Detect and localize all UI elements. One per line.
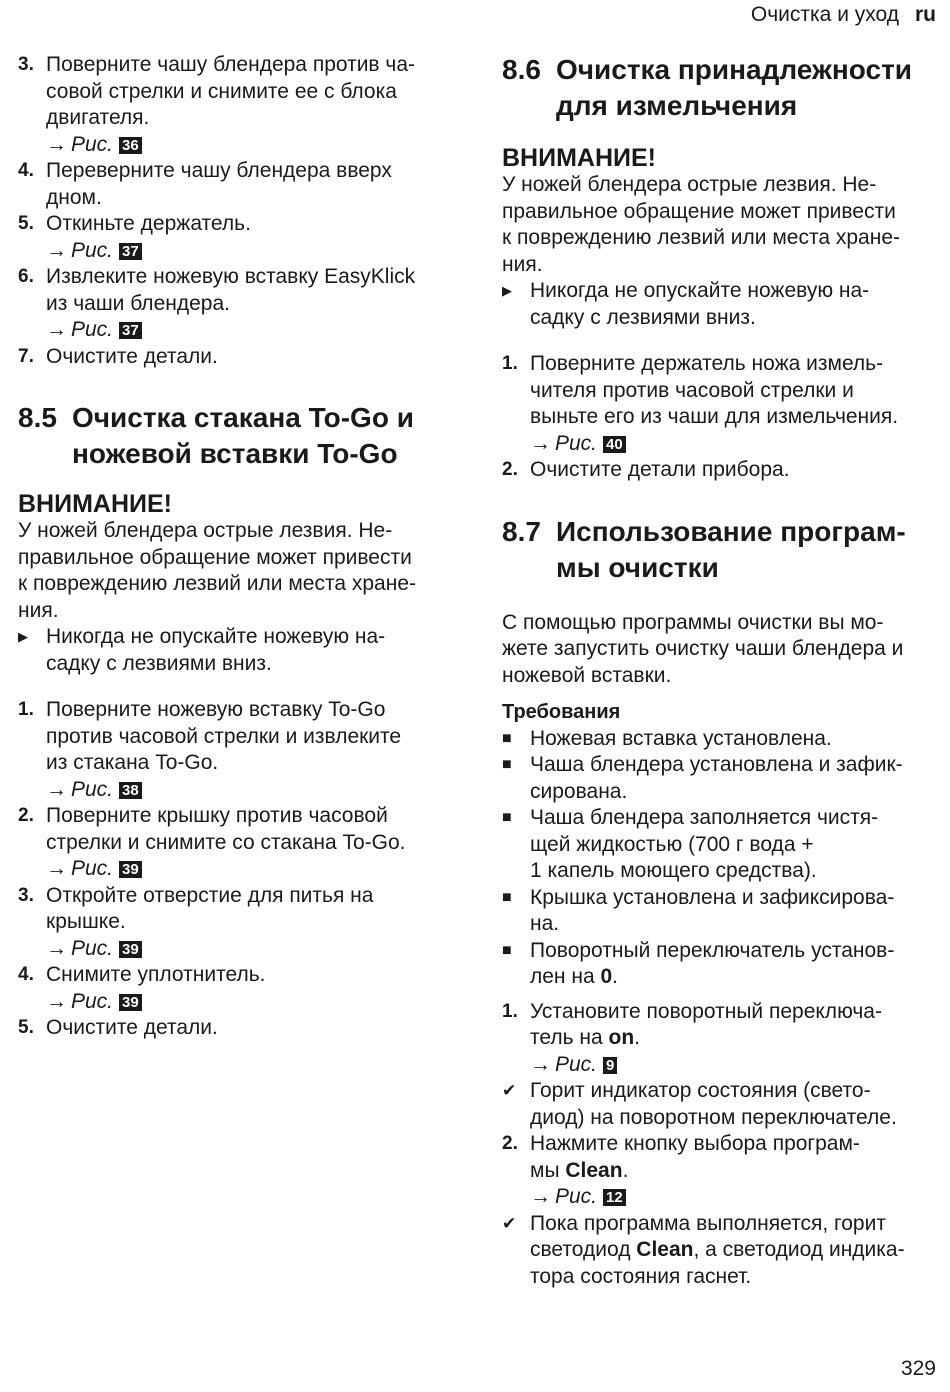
step-number: 5. [18, 1017, 34, 1038]
page-number: 329 [900, 1356, 936, 1380]
figure-label: Рис. [71, 936, 114, 960]
intro-paragraph: С помощью программы очистки вы мо- жете запустить очистку чаши блендера и ножевой вставки. [502, 610, 904, 687]
figure-label: Рис. [71, 132, 114, 156]
figure-reference: → Рис. 9 [530, 1052, 938, 1079]
step-item [18, 1015, 458, 1042]
figure-reference [46, 238, 458, 265]
checkmark-icon: ✔ [502, 1213, 517, 1233]
steps-list-8-5 [18, 697, 458, 1042]
square-bullet-icon: ■ [502, 756, 512, 773]
section-8-6-title: 8.6 Очистка принадлежности для измельчения [502, 54, 913, 121]
step-number: 4. [18, 160, 34, 181]
square-bullet-icon: ■ [502, 809, 512, 826]
step-text-line: Переверните чашу блендера вверх [46, 159, 392, 182]
list-item: ■ Чаша блендера установлена и зафик- сирована. [502, 752, 938, 805]
list-item: ■ Поворотный переключатель установ- лен на 0. [502, 938, 938, 991]
arrow-right-icon: → [530, 1185, 551, 1208]
figure-reference [46, 989, 458, 1016]
step-number: 4. [18, 964, 34, 985]
figure-reference [46, 936, 458, 963]
step-item [502, 351, 938, 457]
warning-block [18, 490, 458, 677]
step-text-line: из чаши блендера. [46, 291, 230, 315]
step-text-line: двигателя. [46, 106, 150, 129]
step-text-line: Снимите уплотнитель. [46, 963, 266, 986]
warning-text: У ножей блендера острые лезвия. Не- правильное обращение может привести к повреждению лезвий или места хране- ния. [502, 173, 900, 276]
step-text-line: из стакана To-Go. [46, 751, 219, 774]
square-bullet-icon: ■ [502, 941, 512, 959]
result-item: ✔ Горит индикатор состояния (свето- диод) на поворотном переключателе. [502, 1078, 938, 1131]
step-text-line: Очистите детали прибора. [530, 458, 790, 481]
figure-number-badge: 12 [603, 1189, 626, 1206]
figure-number-badge: 38 [119, 782, 142, 799]
checkmark-icon: ✔ [502, 1081, 517, 1100]
step-text-line: Поверните держатель ножа измель- [530, 352, 884, 375]
figure-number-badge: 39 [119, 994, 142, 1011]
figure-number-badge: 39 [119, 861, 142, 878]
step-item [18, 52, 458, 158]
figure-label: Рис. [71, 318, 114, 341]
warning-text: У ножей блендера острые лезвия. Не- правильное обращение может привести к повреждению лезвий или места хране- ния. [18, 519, 416, 622]
list-item: ■ Ножевая вставка установлена. [502, 726, 938, 753]
step-item [18, 344, 458, 371]
step-item [18, 264, 458, 344]
step-text-line: Откиньте держатель. [46, 212, 251, 235]
arrow-right-icon: → [46, 777, 67, 801]
step-text-line: крышке. [46, 910, 126, 933]
step-item [18, 211, 458, 264]
step-item: 2. Нажмите кнопку выбора програм- мы Clean. → Рис. 12 [502, 1131, 938, 1211]
step-text-line: Очистите детали. [46, 344, 218, 368]
figure-reference: → Рис. 12 [530, 1184, 938, 1211]
step-text-line: стрелки и снимите со стакана To-Go. [46, 830, 406, 854]
warning-bullet: ▶ Никогда не опускайте ножевую на- садку с лезвиями вниз. [502, 278, 938, 331]
steps-list-top [18, 52, 458, 370]
step-number: 3. [18, 54, 34, 75]
square-bullet-icon: ■ [502, 888, 512, 906]
figure-reference [46, 856, 458, 883]
step-text-line: дном. [46, 185, 102, 209]
figure-reference [46, 777, 458, 804]
step-text-line: совой стрелки и снимите ее с блока [46, 79, 397, 103]
figure-reference [46, 132, 458, 159]
step-item [18, 962, 458, 1015]
square-bullet-icon: ■ [502, 729, 512, 747]
running-header [751, 2, 936, 29]
step-text-line: чителя против часовой стрелки и [530, 378, 854, 402]
step-text-line: Поверните чашу блендера против ча- [46, 53, 416, 76]
arrow-right-icon: → [46, 132, 67, 156]
figure-label: Рис. [71, 238, 114, 262]
result-item: ✔ Пока программа выполняется, горит светодиод Clean, а светодиод индика- тора состояния гаснет. [502, 1211, 938, 1291]
list-item: ■ Крышка установлена и зафиксирова- на. [502, 885, 938, 938]
figure-number-badge: 37 [119, 243, 142, 260]
language-code: ru [915, 3, 936, 26]
list-item: ■ Чаша блендера заполняется чистя- щей жидкостью (700 г вода + 1 капель моющего средства). [502, 805, 938, 885]
step-text-line: Поверните крышку против часовой [46, 804, 388, 827]
figure-number-badge: 40 [603, 436, 626, 453]
step-item [18, 697, 458, 803]
warning-block [502, 144, 938, 331]
requirements-list [502, 726, 938, 991]
section-8-5-title: 8.5 Очистка стакана To-Go и ножевой вставки To-Go [18, 402, 414, 469]
figure-label: Рис. [71, 857, 114, 880]
arrow-right-icon: → [530, 1052, 551, 1076]
step-number: 3. [18, 884, 34, 906]
figure-label: Рис. [555, 431, 598, 455]
figure-label: Рис. [71, 777, 114, 801]
step-number: 1. [502, 353, 518, 374]
step-item: 1. Установите поворотный переключа- тель на on. → Рис. 9 [502, 999, 938, 1079]
steps-list-8-7 [502, 999, 938, 1291]
step-text-line: Откройте отверстие для питья на [46, 883, 374, 907]
step-number: 2. [502, 459, 518, 480]
figure-reference [46, 317, 458, 344]
step-number: 7. [18, 345, 34, 367]
figure-number-badge: 36 [119, 137, 142, 154]
warning-bullet: ▶ Никогда не опускайте ножевую на- садку с лезвиями вниз. [18, 624, 458, 677]
figure-label: Рис. [71, 989, 114, 1013]
warning-title: ВНИМАНИЕ! [502, 144, 656, 172]
arrow-right-icon: → [530, 431, 551, 455]
header-title: Очистка и уход [750, 3, 899, 26]
left-column [18, 52, 458, 1042]
steps-list-8-6 [502, 351, 938, 484]
step-text-line: выньте его из чаши для измельчения. [530, 405, 899, 428]
step-number: 1. [18, 699, 34, 720]
figure-number-badge: 37 [119, 322, 142, 339]
step-text-line: против часовой стрелки и извлеките [46, 724, 402, 748]
step-number: 5. [18, 213, 34, 234]
arrow-right-icon: → [46, 238, 67, 262]
section-8-7-title: 8.7 Использование програм- мы очистки [502, 515, 906, 583]
requirements-title: Требования [502, 701, 621, 723]
figure-reference [530, 431, 938, 458]
step-item [18, 158, 458, 211]
step-item [18, 883, 458, 963]
step-number: 6. [18, 266, 34, 287]
arrow-right-icon: → [46, 936, 67, 960]
step-number: 2. [18, 805, 34, 826]
arrow-right-icon: → [46, 318, 67, 341]
right-column [502, 52, 938, 1290]
arrow-right-icon: → [46, 857, 67, 880]
step-item [18, 803, 458, 883]
triangle-bullet-icon: ▶ [502, 283, 512, 298]
figure-number-badge: 39 [119, 941, 142, 958]
triangle-bullet-icon: ▶ [18, 629, 28, 644]
step-text-line: Извлеките ножевую вставку EasyKlick [46, 265, 416, 288]
step-item [502, 457, 938, 484]
arrow-right-icon: → [46, 989, 67, 1013]
step-text-line: Очистите детали. [46, 1016, 218, 1039]
warning-title: ВНИМАНИЕ! [18, 490, 172, 518]
step-text-line: Поверните ножевую вставку To-Go [46, 698, 386, 721]
figure-number-badge: 9 [603, 1057, 617, 1074]
